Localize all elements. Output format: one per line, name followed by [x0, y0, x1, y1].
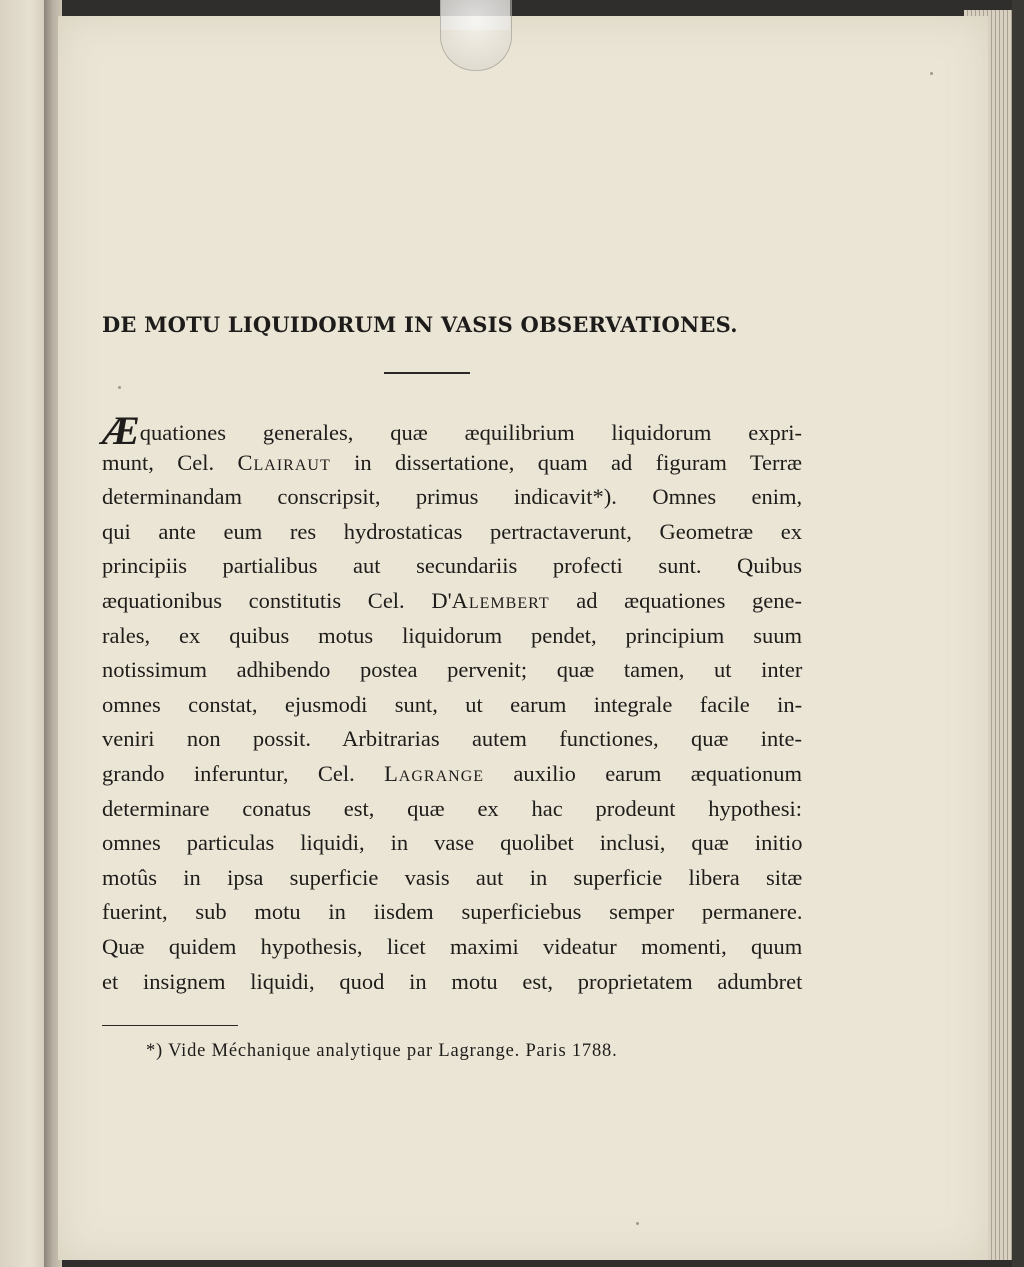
background-edge — [1012, 0, 1024, 1267]
paper-speck — [118, 386, 121, 389]
body-line: grando inferuntur, Cel. Lagrange auxilio earum æquationum — [102, 760, 802, 786]
page-title: DE MOTU LIQUIDORUM IN VASIS OBSERVATIONES. — [102, 312, 738, 337]
body-line: omnes constat, ejusmodi sunt, ut earum integrale facile in- — [102, 691, 803, 717]
body-line: principiis partialibus aut secundariis profecti sunt. Quibus — [102, 553, 802, 579]
body-line: munt, Cel. Clairaut in dissertatione, quam ad figuram Terræ — [102, 449, 803, 475]
body-line: æquationibus constitutis Cel. D'Alembert ad æquationes gene- — [102, 587, 802, 613]
footnote: *) Vide Méchanique analytique par Lagrange. Paris 1788. — [146, 1041, 618, 1061]
body-line: et insignem liquidi, quod in motu est, proprietatem adumbret — [102, 968, 803, 994]
body-line: determinandam conscripsit, primus indicavit*). Omnes enim, — [102, 484, 803, 510]
paper-speck — [636, 1222, 639, 1225]
body-line: omnes particulas liquidi, in vase quolibet inclusi, quæ initio — [102, 830, 803, 856]
left-page-edge — [0, 0, 50, 1267]
drop-cap: Æ — [102, 408, 140, 453]
body-line: determinare conatus est, quæ ex hac prodeunt hypothesi: — [102, 795, 802, 821]
body-line: notissimum adhibendo postea pervenit; quæ tamen, ut inter — [102, 657, 803, 683]
body-line: motûs in ipsa superficie vasis aut in superficie libera sitæ — [102, 864, 803, 890]
author-name-clairaut: Clairaut — [237, 449, 331, 475]
title-rule — [384, 372, 470, 374]
body-line: fuerint, sub motu in iisdem superficiebus semper permanere. — [102, 899, 803, 925]
body-line: Æquationes generales, quæ æquilibrium liquidorum expri- — [102, 408, 802, 453]
body-line: veniri non possit. Arbitrarias autem functiones, quæ inte- — [102, 726, 803, 752]
body-text — [102, 408, 803, 999]
body-line: rales, ex quibus motus liquidorum pendet, principium suum — [102, 622, 802, 648]
author-name-lagrange: Lagrange — [384, 760, 485, 786]
author-name-alembert: Alembert — [451, 587, 550, 613]
body-line: Quæ quidem hypothesis, licet maximi videatur momenti, quum — [102, 933, 803, 959]
footnote-rule — [102, 1025, 238, 1026]
page-clip — [440, 0, 512, 71]
body-line: qui ante eum res hydrostaticas pertractaverunt, Geometræ ex — [102, 518, 803, 544]
paper-speck — [930, 72, 933, 75]
